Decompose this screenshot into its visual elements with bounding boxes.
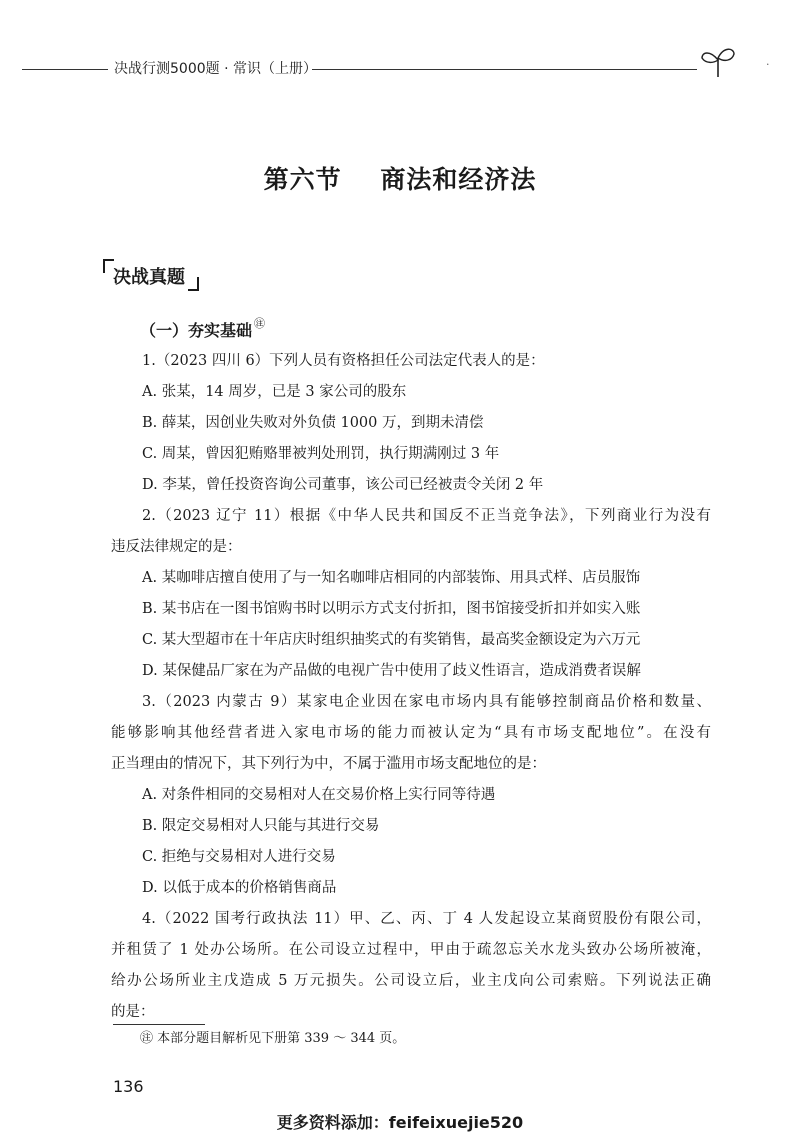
bracket-left-icon — [103, 259, 114, 273]
page-number: 136 — [113, 1077, 144, 1096]
question-text-line: 1.（2023 四川 6）下列人员有资格担任公司法定代表人的是： — [142, 353, 545, 369]
question-text-line: 3.（2023 内蒙古 9）某家电企业因在家电市场内具有能够控制商品价格和数量、 — [142, 694, 711, 710]
question-text-line: 2.（2023 辽宁 11）根据《中华人民共和国反不正当竞争法》，下列商业行为没有 — [142, 508, 711, 524]
answer-option: A. 某咖啡店擅自使用了与一知名咖啡店相同的内部装饰、用具式样、店员服饰 — [142, 570, 641, 586]
answer-option: D. 以低于成本的价格销售商品 — [142, 880, 337, 896]
question-text-line: 正当理由的情况下，其下列行为中，不属于滥用市场支配地位的是： — [111, 756, 546, 772]
answer-option: A. 对条件相同的交易相对人在交易价格上实行同等待遇 — [142, 787, 496, 803]
header-book-title: 决战行测5000题 · 常识（上册） — [114, 61, 317, 77]
answer-option: C. 周某，曾因犯贿赂罪被判处刑罚，执行期满刚过 3 年 — [142, 446, 500, 462]
question-text-line: 能够影响其他经营者进入家电市场的能力而被认定为“具有市场支配地位”。在没有 — [111, 725, 711, 741]
question-text-line: 的是： — [111, 1004, 155, 1020]
question-text-line: 4.（2022 国考行政执法 11）甲、乙、丙、丁 4 人发起设立某商贸股份有限公司， — [142, 911, 711, 927]
header-rule-right — [312, 69, 697, 70]
question-content — [111, 346, 711, 1028]
watermark-text: 更多资料添加：feifeixuejie520 — [276, 1113, 524, 1132]
section-title: 第六节 商法和经济法 — [263, 165, 537, 194]
answer-option: B. 某书店在一图书馆购书时以明示方式支付折扣，图书馆接受折扣并如实入账 — [142, 601, 641, 617]
footnote-rule — [113, 1024, 205, 1025]
answer-option: C. 拒绝与交易相对人进行交易 — [142, 849, 336, 865]
answer-option: B. 薛某，因创业失败对外负债 1000 万，到期未清偿 — [142, 415, 484, 431]
footnote: ㊟ 本部分题目解析见下册第 339 ～ 344 页。 — [140, 1031, 406, 1046]
answer-option: C. 某大型超市在十年店庆时组织抽奖式的有奖销售，最高奖金额设定为六万元 — [142, 632, 641, 648]
group-heading — [140, 318, 265, 341]
header-rule-left — [22, 69, 108, 70]
answer-option: B. 限定交易相对人只能与其进行交易 — [142, 818, 380, 834]
bracket-right-icon — [188, 277, 199, 291]
sub-heading-label: 决战真题 — [113, 267, 185, 288]
corner-mark: · — [766, 58, 770, 71]
question-text-line: 给办公场所业主戊造成 5 万元损失。公司设立后，业主戊向公司索赔。下列说法正确 — [111, 973, 711, 989]
answer-option: A. 张某，14 周岁，已是 3 家公司的股东 — [142, 384, 407, 400]
answer-option: D. 某保健品厂家在为产品做的电视广告中使用了歧义性语言，造成消费者误解 — [142, 663, 641, 679]
group-heading-label: （一）夯实基础 — [140, 321, 253, 340]
answer-option: D. 李某，曾任投资咨询公司董事，该公司已经被责令关闭 2 年 — [142, 477, 544, 493]
footnote-marker: ㊟ — [254, 317, 266, 330]
sub-heading — [113, 263, 185, 289]
question-text-line: 并租赁了 1 处办公场所。在公司设立过程中，甲由于疏忽忘关水龙头致办公场所被淹， — [111, 942, 711, 958]
running-header — [22, 58, 782, 82]
question-text-line: 违反法律规定的是： — [111, 539, 242, 555]
sprout-icon — [700, 44, 736, 78]
